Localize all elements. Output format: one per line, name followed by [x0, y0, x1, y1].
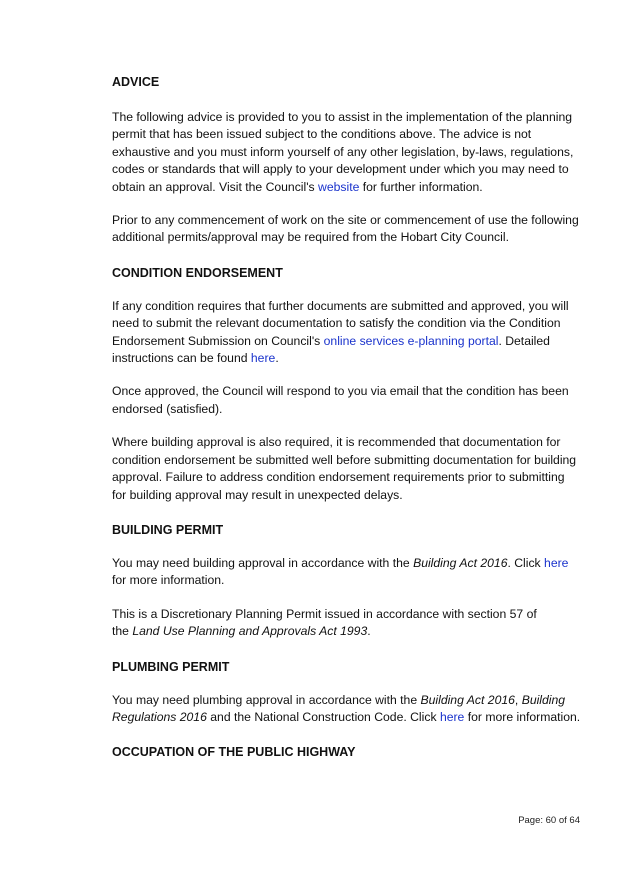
plumbing-paragraph-1: [112, 692, 582, 727]
building-p2-tail: .: [367, 624, 371, 639]
heading-condition-endorsement: CONDITION ENDORSEMENT: [112, 265, 283, 280]
page-number: Page: 60 of 64: [518, 815, 580, 826]
building-paragraph-2: [112, 606, 552, 641]
building-p1-text: You may need building approval in accordance with the: [112, 555, 410, 570]
condition-paragraph-1: [112, 298, 582, 368]
condition-p3-text: Where building approval is also required, it is recommended that documentation for condition endorsement be submitted well before submitting documentation for building approval. Failure to address condition endorsement requirements prior to submitting for building approval may result in unexpected delays.: [112, 435, 577, 502]
condition-paragraph-3: [112, 434, 582, 504]
plumbing-p1-sep: ,: [514, 692, 519, 707]
e-planning-portal-link[interactable]: online services e-planning portal: [323, 333, 499, 348]
advice-p1-tail: for further information.: [362, 179, 483, 194]
plumbing-building-act-title: Building Act 2016: [420, 692, 515, 707]
plumbing-p1-tail: for more information.: [467, 709, 581, 724]
advice-p2-text: Prior to any commencement of work on the site or commencement of use the following additional permits/approval may be required from the Hobart City Council.: [112, 213, 579, 245]
building-regulations-title: Building Regulations 2016: [112, 692, 566, 724]
building-p1-tail: for more information.: [112, 573, 225, 588]
heading-plumbing-permit: PLUMBING PERMIT: [112, 659, 230, 674]
condition-p1-tail: .: [275, 351, 279, 366]
land-use-act-title: Land Use Planning and Approvals Act 1993: [132, 624, 368, 639]
building-here-link[interactable]: here: [544, 555, 569, 570]
condition-p1-mid: . Detailed instructions can be found: [112, 333, 550, 366]
plumbing-p1-mid: and the National Construction Code. Click: [210, 709, 437, 724]
plumbing-p1-text: You may need plumbing approval in accordance with the: [112, 692, 418, 707]
heading-occupation-public-highway: OCCUPATION OF THE PUBLIC HIGHWAY: [112, 745, 356, 760]
website-link[interactable]: website: [318, 179, 360, 194]
heading-building-permit: BUILDING PERMIT: [112, 522, 224, 537]
condition-p1-text: If any condition requires that further documents are submitted and approved, you will need to submit the relevant documentation to satisfy the condition via the Condition Endorsement Submission on Council's: [112, 298, 569, 348]
advice-p1-text: The following advice is provided to you to assist in the implementation of the planning permit that has been issued subject to the conditions above. The advice is not exhaustive and you must inform yourself of any other legislation, by-laws, regulations, codes or standards that will apply to your development under which you may need to obtain an approval. Visit the Council's: [112, 110, 574, 194]
condition-p2-text: Once approved, the Council will respond to you via email that the condition has been endorsed (satisfied).: [112, 384, 569, 416]
advice-paragraph-1: [112, 109, 582, 196]
building-paragraph-1: [112, 555, 582, 590]
condition-paragraph-2: [112, 383, 582, 418]
building-act-title: Building Act 2016: [413, 555, 508, 570]
building-p2-text: This is a Discretionary Planning Permit issued in accordance with section 57 of the: [112, 606, 537, 639]
building-p1-mid: . Click: [507, 555, 541, 570]
instructions-here-link[interactable]: here: [250, 351, 276, 366]
plumbing-here-link[interactable]: here: [439, 709, 465, 724]
heading-advice: ADVICE: [112, 75, 160, 89]
advice-paragraph-2: [112, 212, 582, 247]
document-body: [112, 70, 582, 761]
